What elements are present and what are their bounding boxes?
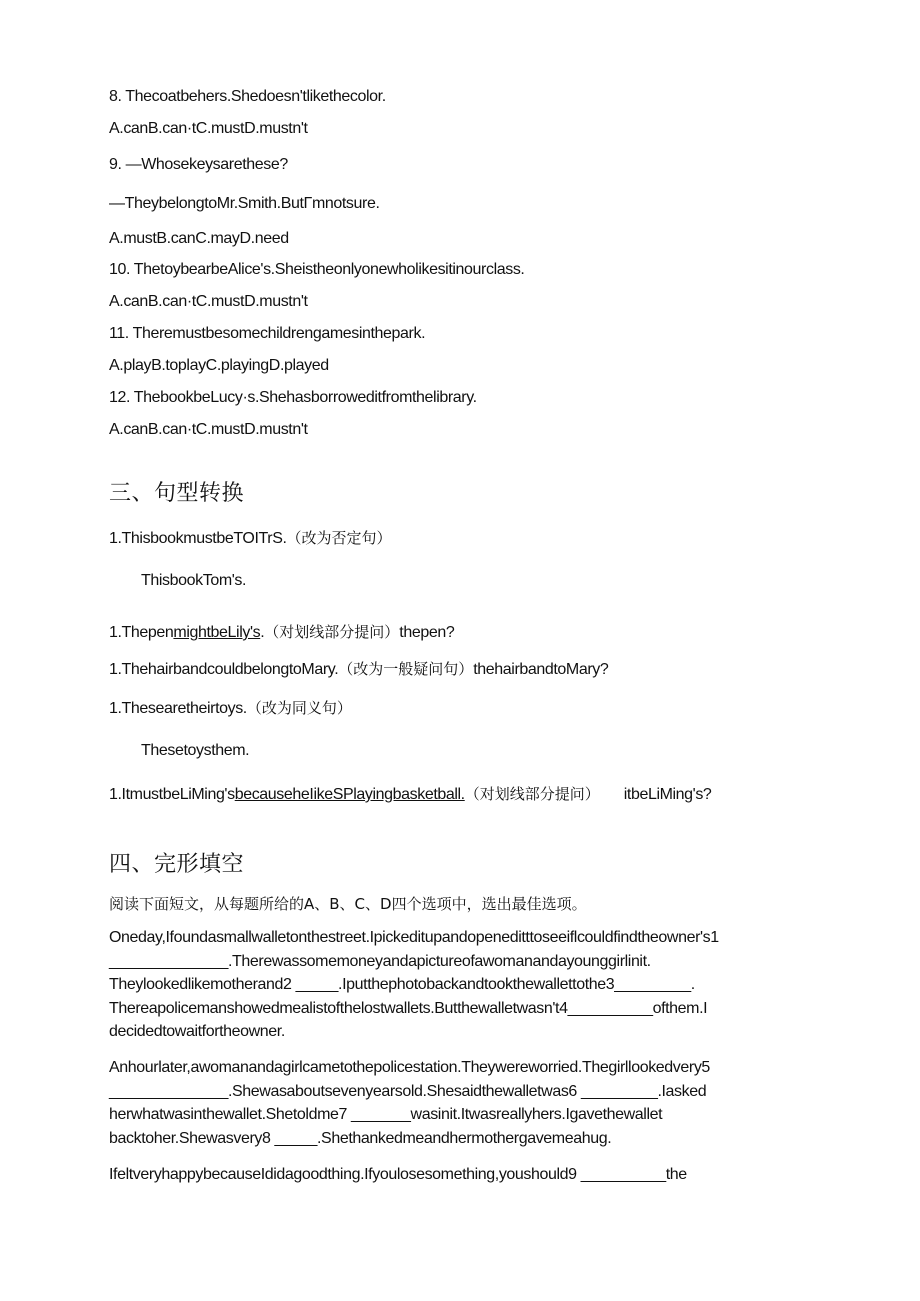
transform-1: [109, 527, 392, 548]
transform-3-answer: thehairbandtoMary?: [473, 661, 609, 678]
transform-2-period: .: [260, 624, 265, 641]
transform-2-text: 1.Thepen: [109, 624, 174, 641]
transform-2-answer: thepen?: [399, 624, 455, 641]
mc-q11: 11. Theremustbesomechildrengamesinthepark.: [109, 325, 426, 342]
mc-q11-options: A.playB.toplayC.playingD.played: [109, 357, 329, 374]
transform-1-note: （改为否定句）: [286, 529, 392, 547]
transform-2-note: （对划线部分提问）: [264, 623, 400, 641]
transform-5-answer: itbeLiMing's?: [623, 786, 712, 803]
cloze-paragraph-1: Oneday,Ifoundasmallwalletonthestreet.Ipickeditupandopeneditttoseeiflcouldfindtheowner's1 ______________.Therewassomemoneyandapictureofawomanandayounggirlinit. Theylookedlikemotherand2 _____.Iputthephotobackandtookthewallettothe3_________. Thereapolicemanshowedmealistofthelostwallets.Butthewalletwasn't4__________ofthem.I decidedtowaitfortheowner.: [109, 929, 719, 1040]
transform-3: [109, 658, 608, 679]
mc-q10: 10. ThetoybearbeAlice's.Sheistheonlyonewholikesitinourclass.: [109, 261, 525, 278]
mc-q9-options: A.mustB.canC.mayD.need: [109, 230, 289, 247]
section3-heading: 三、句型转换: [109, 481, 245, 506]
transform-4-text: 1.Thesearetheirtoys.: [109, 700, 247, 717]
mc-q8-options: A.canB.can·tC.mustD.mustn't: [109, 120, 308, 137]
cloze-paragraph-3: IfeltveryhappybecauseIdidagoodthing.Ifyoulosesomething,youshould9 __________the: [109, 1166, 687, 1183]
transform-3-text: 1.ThehairbandcouldbelongtoMary.: [109, 661, 339, 678]
transform-5-text: 1.ItmustbeLiMing's: [109, 786, 235, 803]
transform-2: [109, 621, 454, 642]
transform-1-text: 1.ThisbookmustbeTOITrS.: [109, 530, 287, 547]
mc-q8: 8. Thecoatbehers.Shedoesn'tlikethecolor.: [109, 88, 386, 105]
transform-1-answer: ThisbookTom's.: [141, 572, 247, 589]
transform-5: [109, 783, 711, 804]
mc-q9: 9. —Whosekeysarethese?: [109, 156, 288, 173]
cloze-instruction: 阅读下面短文，从每题所给的A、B、C、D四个选项中，选出最佳选项。: [109, 895, 587, 913]
transform-4: [109, 697, 352, 718]
transform-4-answer: Thesetoysthem.: [141, 742, 250, 759]
transform-4-note: （改为同义句）: [246, 699, 352, 717]
mc-q9-answer: —TheybelongtoMr.Smith.ButΓmnotsure.: [109, 195, 380, 212]
transform-2-underlined: mightbeLily's: [173, 624, 261, 641]
transform-5-note: （对划线部分提问）: [464, 785, 600, 803]
mc-q12: 12. ThebookbeLucy·s.Shehasborroweditfromthelibrary.: [109, 389, 477, 406]
mc-q10-options: A.canB.can·tC.mustD.mustn't: [109, 293, 308, 310]
cloze-paragraph-2: Anhourlater,awomanandagirlcametothepolicestation.Theywereworried.Thegirllookedvery5 ______________.Shewasaboutsevenyearsold.Shesaidthewalletwas6 _________.Iasked herwhatwasinthewallet.Shetoldme7 _______wasinit.Itwasreallyhers.Igavethewallet backtoher.Shewasvery8 _____.Shethankedmeandhermothergavemeahug.: [109, 1059, 710, 1147]
mc-q12-options: A.canB.can·tC.mustD.mustn't: [109, 421, 308, 438]
section4-heading: 四、完形填空: [109, 852, 245, 877]
transform-5-underlined: becauseheIikeSPlayingbasketball.: [234, 786, 465, 803]
transform-3-note: （改为一般疑问句）: [338, 660, 474, 678]
